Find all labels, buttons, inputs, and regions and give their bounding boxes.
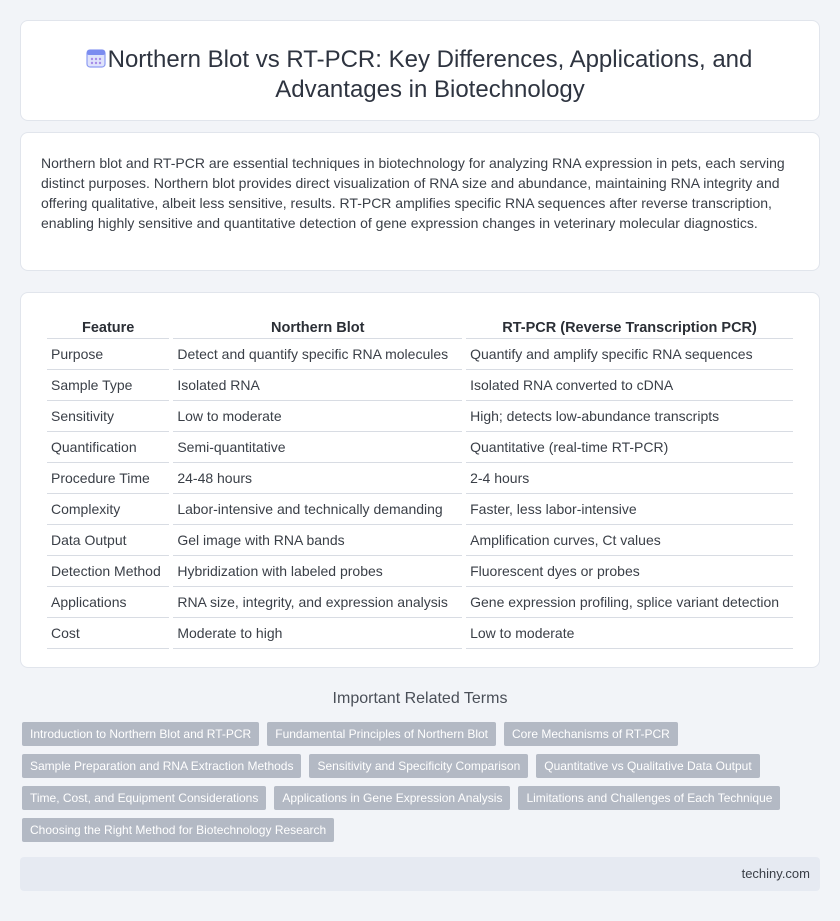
table-cell: Labor-intensive and technically demanding — [173, 494, 462, 525]
related-terms-title: Important Related Terms — [332, 690, 508, 707]
table-row — [47, 401, 793, 432]
comparison-table-card — [20, 292, 820, 668]
table-cell: Quantify and amplify specific RNA sequences — [466, 339, 793, 370]
table-cell: Low to moderate — [466, 618, 793, 649]
related-term-tag[interactable]: Choosing the Right Method for Biotechnology Research — [22, 818, 334, 842]
table-cell: Amplification curves, Ct values — [466, 525, 793, 556]
table-cell: Isolated RNA converted to cDNA — [466, 370, 793, 401]
table-cell: Detect and quantify specific RNA molecules — [173, 339, 462, 370]
table-cell: Sensitivity — [47, 401, 169, 432]
table-cell: Hybridization with labeled probes — [173, 556, 462, 587]
table-row — [47, 339, 793, 370]
column-header-rt-pcr: RT-PCR (Reverse Transcription PCR) — [466, 315, 793, 339]
intro-text: Northern blot and RT-PCR are essential techniques in biotechnology for analyzing RNA expression in pets, each serving distinct purposes. Northern blot provides direct visualization of RNA size and abundance, maintaining RNA integrity and offering qualitative, albeit less sensitive, results. RT-PCR amplifies specific RNA sequences after reverse transcription, enabling highly sensitive and quantitative detection of gene expression changes in veterinary molecular diagnostics. — [41, 155, 785, 231]
table-cell: Purpose — [47, 339, 169, 370]
related-term-tag[interactable]: Core Mechanisms of RT-PCR — [504, 722, 678, 746]
column-header-northern-blot: Northern Blot — [173, 315, 462, 339]
table-cell: 24-48 hours — [173, 463, 462, 494]
related-terms-list — [22, 722, 812, 850]
comparison-table — [43, 315, 797, 649]
table-row — [47, 494, 793, 525]
table-cell: Moderate to high — [173, 618, 462, 649]
table-header-row — [47, 315, 793, 339]
related-term-tag[interactable]: Introduction to Northern Blot and RT-PCR — [22, 722, 259, 746]
table-cell: Quantitative (real-time RT-PCR) — [466, 432, 793, 463]
related-term-tag[interactable]: Quantitative vs Qualitative Data Output — [536, 754, 759, 778]
table-cell: High; detects low-abundance transcripts — [466, 401, 793, 432]
page-title: Northern Blot vs RT-PCR: Key Differences, Applications, and Advantages in Biotechnology — [107, 46, 753, 103]
footer-brand-link[interactable]: techiny.com — [741, 866, 810, 881]
related-term-tag[interactable]: Sample Preparation and RNA Extraction Methods — [22, 754, 301, 778]
table-cell: Low to moderate — [173, 401, 462, 432]
related-term-tag[interactable]: Fundamental Principles of Northern Blot — [267, 722, 496, 746]
table-cell: Quantification — [47, 432, 169, 463]
header-card — [20, 20, 820, 121]
table-cell: Complexity — [47, 494, 169, 525]
table-row — [47, 463, 793, 494]
related-term-tag[interactable]: Sensitivity and Specificity Comparison — [309, 754, 528, 778]
table-cell: Cost — [47, 618, 169, 649]
table-cell: Data Output — [47, 525, 169, 556]
table-cell: Fluorescent dyes or probes — [466, 556, 793, 587]
table-row — [47, 556, 793, 587]
column-header-feature: Feature — [47, 315, 169, 339]
table-row — [47, 618, 793, 649]
intro-card — [20, 132, 820, 271]
related-term-tag[interactable]: Applications in Gene Expression Analysis — [274, 786, 510, 810]
table-cell: Semi-quantitative — [173, 432, 462, 463]
related-term-tag[interactable]: Time, Cost, and Equipment Considerations — [22, 786, 266, 810]
table-cell: 2-4 hours — [466, 463, 793, 494]
table-cell: Gel image with RNA bands — [173, 525, 462, 556]
related-term-tag[interactable]: Limitations and Challenges of Each Technique — [518, 786, 780, 810]
table-cell: Faster, less labor-intensive — [466, 494, 793, 525]
table-row — [47, 370, 793, 401]
table-cell: RNA size, integrity, and expression analysis — [173, 587, 462, 618]
table-row — [47, 525, 793, 556]
table-cell: Detection Method — [47, 556, 169, 587]
table-cell: Gene expression profiling, splice variant detection — [466, 587, 793, 618]
table-cell: Applications — [47, 587, 169, 618]
table-cell: Procedure Time — [47, 463, 169, 494]
footer — [20, 857, 820, 891]
table-cell: Sample Type — [47, 370, 169, 401]
table-cell: Isolated RNA — [173, 370, 462, 401]
table-row — [47, 432, 793, 463]
table-row — [47, 587, 793, 618]
